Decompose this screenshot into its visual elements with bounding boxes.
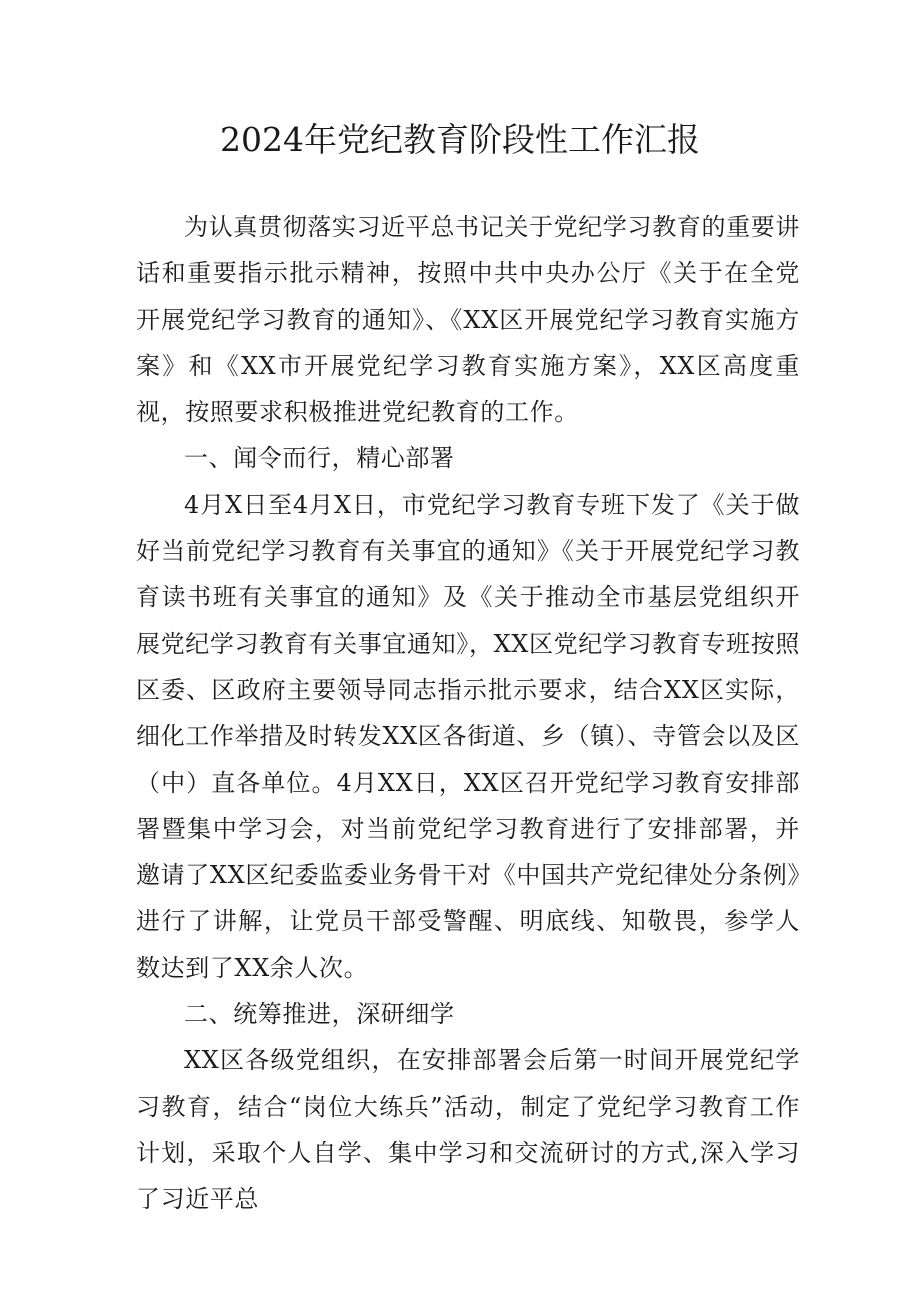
- document-body: [136, 204, 800, 1223]
- paragraph-section-1: 4月X日至4月X日，市党纪学习教育专班下发了《关于做好当前党纪学习教育有关事宜的通知》《关于开展党纪学习教育读书班有关事宜的通知》及《关于推动全市基层党组织开展党纪学习教育有关事宜通知》，XX区党纪学习教育专班按照区委、区政府主要领导同志指示批示要求，结合XX区实际，细化工作举措及时转发XX区各街道、乡（镇）、寺管会以及区（中）直各单位。4月XX日，XX区召开党纪学习教育安排部署暨集中学习会，对当前党纪学习教育进行了安排部署，并邀请了XX区纪委监委业务骨干对《中国共产党纪律处分条例》进行了讲解，让党员干部受警醒、明底线、知敬畏，参学人数达到了XX余人次。: [136, 490, 800, 982]
- document-title: 2024年党纪教育阶段性工作汇报: [220, 120, 700, 159]
- section-heading-1: 一、闻令而行，精心部署: [184, 444, 455, 473]
- section-heading-2: 二、统筹推进，深研细学: [184, 1000, 455, 1029]
- paragraph-section-2: XX区各级党组织，在安排部署会后第一时间开展党纪学习教育，结合“岗位大练兵”活动，制定了党纪学习教育工作计划，采取个人自学、集中学习和交流研讨的方式,深入学习了习近平总: [136, 1046, 800, 1214]
- paragraph-intro: 为认真贯彻落实习近平总书记关于党纪学习教育的重要讲话和重要指示批示精神，按照中共中央办公厅《关于在全党开展党纪学习教育的通知》、《XX区开展党纪学习教育实施方案》和《XX市开展党纪学习教育实施方案》，XX区高度重视，按照要求积极推进党纪教育的工作。: [136, 213, 800, 427]
